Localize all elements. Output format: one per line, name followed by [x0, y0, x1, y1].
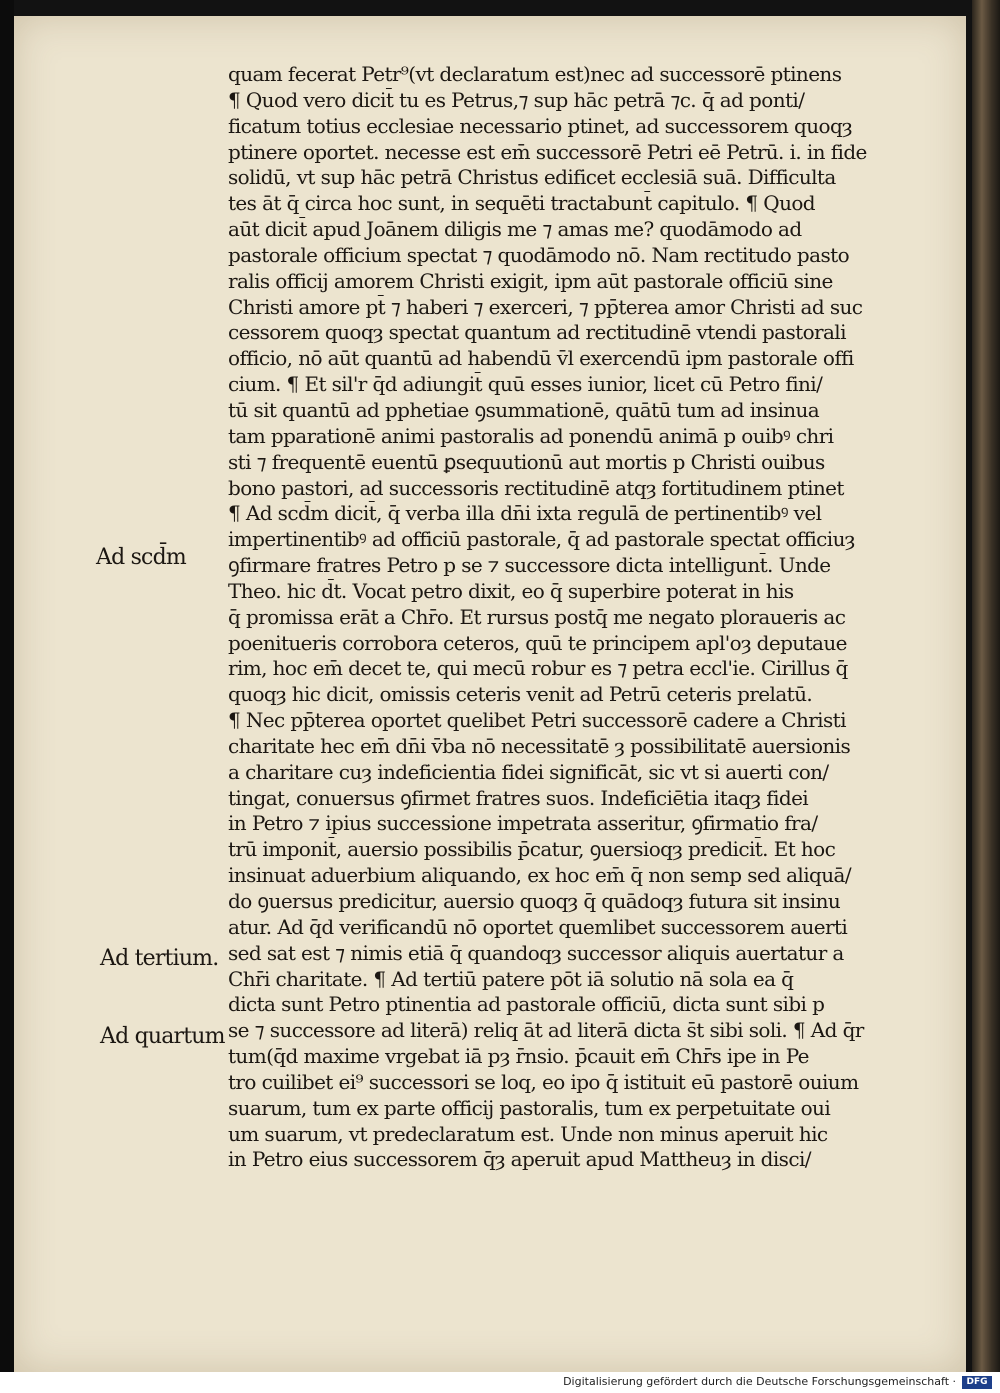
margin-note-ad-quartum: Ad quartum: [100, 1024, 225, 1049]
text-line: sti ⁊ frequentē euentū ꝑsequutionū aut mortis p Christi ouibus: [228, 449, 825, 474]
text-line: impertinentibꝰ ad officiū pastorale, q̄ ad pastorale spectat officiuȝ: [228, 527, 855, 552]
text-line: Christi amore pt̄ ⁊ haberi ⁊ exerceri, ⁊ pp̄terea amor Christi ad suc: [228, 294, 863, 319]
text-line: pastorale officium spectat ⁊ quodāmodo nō. Nam rectitudo pasto: [228, 242, 850, 267]
text-line: trū imponit̄, auersio possibilis p̄catur, ꝯuersioqȝ predicit̄. Et hoc: [228, 837, 836, 862]
text-line: tū sit quantū ad pphetiae ꝯsummationē, quātū tum ad insinua: [228, 397, 820, 422]
funding-credit: Digitalisierung gefördert durch die Deutsche Forschungsgemeinschaft ·: [563, 1375, 956, 1388]
text-line: poenitueris corrobora ceteros, quū te principem apl'oȝ deputaue: [228, 630, 847, 655]
dfg-logo: DFG: [962, 1376, 992, 1389]
text-line: aūt dicit̄ apud Joānem diligis me ⁊ amas me? quodāmodo ad: [228, 217, 802, 242]
text-line: ptinere oportet. necesse est em̄ successorē Petri eē Petrū. i. in fide: [228, 139, 867, 164]
text-line: ¶ Quod vero dicit̄ tu es Petrus,⁊ sup hāc petrā ⁊c. q̄ ad ponti/: [228, 87, 805, 112]
text-line: do ꝯuersus predicitur, auersio quoqȝ q̄ quādoqȝ futura sit insinu: [228, 889, 841, 913]
text-line: officio, nō aūt quantū ad habendū v̄l exercendū ipm pastorale offi: [228, 346, 854, 371]
text-line: rim, hoc em̄ decet te, qui mecū robur es ⁊ petra eccl'ie. Cirillus q̄: [228, 656, 848, 681]
text-line: quam fecerat Petr⁹(vt declaratum est)nec ad successorē ptinens: [228, 62, 842, 86]
margin-note-ad-tertium: Ad tertium.: [100, 946, 219, 971]
text-line: ficatum totius ecclesiae necessario ptinet, ad successorem quoqȝ: [228, 113, 853, 138]
text-line: a charitare cuȝ indeficientia fidei significāt, sic vt si auerti con/: [228, 759, 829, 784]
margin-note-ad-secundum: Ad scd̄m: [96, 545, 186, 570]
text-line: Chr̄i charitate. ¶ Ad tertiū patere pōt iā solutio nā sola ea q̄: [228, 966, 794, 991]
text-line: um suarum, vt predeclaratum est. Unde non minus aperuit hic: [228, 1121, 828, 1146]
book-fore-edge: [972, 0, 1000, 1372]
text-line: atur. Ad q̄d verificandū nō oportet quemlibet successorem auerti: [228, 914, 848, 939]
text-line: in Petro ⁊ ipius successione impetrata asseritur, ꝯfirmatio fra/: [228, 811, 818, 836]
text-line: tingat, conuersus ꝯfirmet fratres suos. Indeficiētia itaqȝ fidei: [228, 785, 809, 810]
text-line: bono pastori, ad successoris rectitudinē atqȝ fortitudinem ptinet: [228, 475, 844, 500]
text-line: tes āt q̄ circa hoc sunt, in sequēti tractabunt̄ capitulo. ¶ Quod: [228, 191, 816, 216]
text-line: insinuat aduerbium aliquando, ex hoc em̄ q̄ non semp sed aliquā/: [228, 863, 851, 888]
text-line: sed sat est ⁊ nimis etiā q̄ quandoqȝ successor aliquis auertatur a: [228, 940, 844, 965]
text-line: Theo. hic d̄t. Vocat petro dixit, eo q̄ superbire poterat in his: [228, 578, 794, 603]
text-line: cessorem quoqȝ spectat quantum ad rectitudinē vtendi pastorali: [228, 320, 846, 345]
digitization-footer: [0, 1372, 1000, 1393]
text-line: quoqȝ hic dicit, omissis ceteris venit ad Petrū ceteris prelatū.: [228, 682, 813, 707]
text-line: solidū, vt sup hāc petrā Christus edificet ecclesiā suā. Difficulta: [228, 165, 836, 190]
text-line: in Petro eius successorem q̄ȝ aperuit apud Mattheuȝ in disci/: [228, 1147, 811, 1172]
text-line: tam pparationē animi pastoralis ad ponendū animā p ouibꝰ chri: [228, 423, 834, 448]
text-line: cium. ¶ Et sil'r q̄d adiungit̄ quū esses iunior, licet cū Petro fini/: [228, 372, 823, 397]
text-line: suarum, tum ex parte officij pastoralis, tum ex perpetuitate oui: [228, 1095, 831, 1120]
scan-left-edge: [0, 0, 14, 1372]
text-line: ralis officij amorem Christi exigit, ipm aūt pastorale officiū sine: [228, 268, 833, 293]
main-text-column: [228, 62, 898, 1173]
text-line: ¶ Nec pp̄terea oportet quelibet Petri successorē cadere a Christi: [228, 708, 846, 733]
text-line: se ⁊ successore ad literā) reliq āt ad literā dicta s̄t sibi soli. ¶ Ad q̄r: [228, 1018, 864, 1043]
text-line: tro cuilibet ei⁹ successori se loq, eo ipo q̄ istituit eū pastorē ouium: [228, 1069, 859, 1094]
text-line: dicta sunt Petro ptinentia ad pastorale officiū, dicta sunt sibi p: [228, 992, 825, 1017]
text-line: ꝯfirmare fratres Petro p se ⁊ successore dicta intelligunt̄. Unde: [228, 553, 831, 578]
text-line: q̄ promissa erāt a Chr̄o. Et rursus postq̄ me negato ploraueris ac: [228, 604, 846, 629]
text-line: charitate hec em̄ dn̄i v̄ba nō necessitatē ȝ possibilitatē auersionis: [228, 733, 851, 758]
text-line: ¶ Ad scd̄m dicit̄, q̄ verba illa dn̄i ixta regulā de pertinentibꝰ vel: [228, 501, 822, 526]
text-line: tum(q̄d maxime vrgebat iā pȝ r̄nsio. p̄cauit em̄ Chr̄s ipe in Pe: [228, 1044, 809, 1069]
